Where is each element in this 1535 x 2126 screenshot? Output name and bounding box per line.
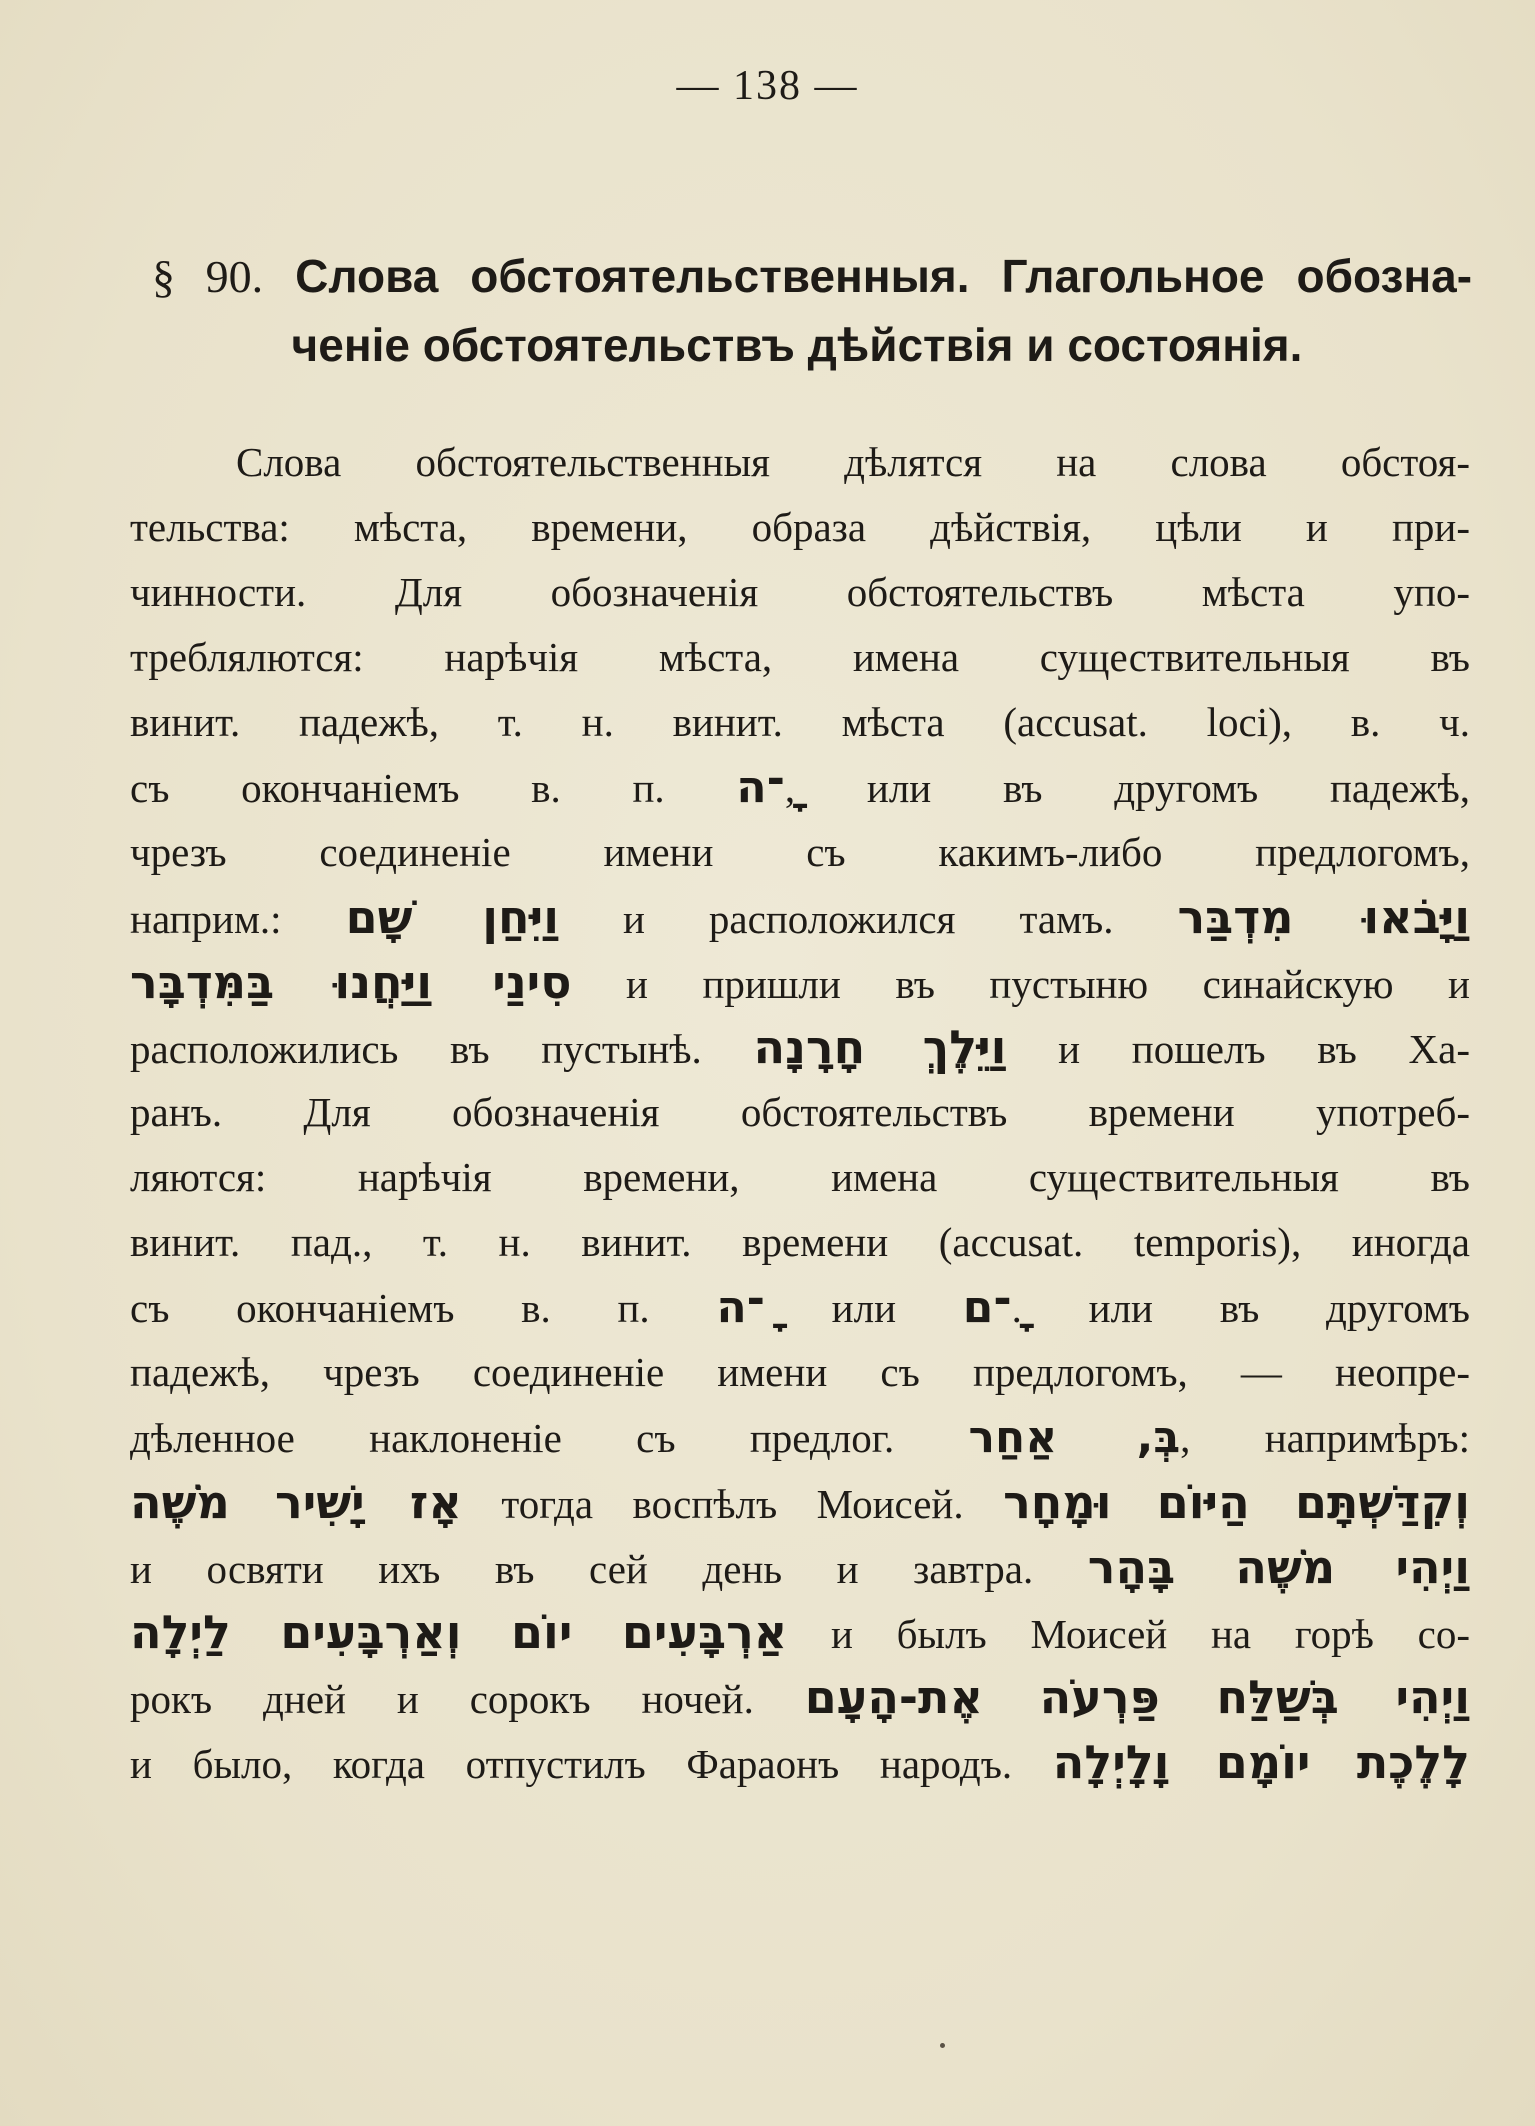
text-run: . или въ другомъ [1011,1285,1470,1331]
ink-speck [940,2043,945,2048]
text-line [130,560,1470,625]
text-line [130,950,1470,1015]
hebrew-text: ָ־ה [736,762,785,813]
text-run: и былъ Моисей на горѣ со- [787,1611,1470,1657]
text-run: съ окончаніемъ в. п. [130,765,737,811]
text-line [130,1405,1470,1470]
text-line [130,1600,1470,1665]
text-line [130,625,1470,690]
text-line [130,1535,1470,1600]
text-line [130,885,1470,950]
text-run: наприм.: [130,896,346,942]
text-run: , напримѣръ: [1180,1415,1470,1461]
hebrew-text: ָ־ה [716,1282,765,1333]
text-run: Слова обстоятельственныя дѣлятся на слова обстоя- [236,439,1470,485]
text-line [130,1210,1470,1275]
hebrew-text: אַרְבָּעִים יוֹם וְאַרְבָּעִים לַיְלָה [130,1605,788,1659]
page-number: — 138 — [676,63,859,109]
text-run: винит. падежѣ, т. н. винит. мѣста (accusat. loci), в. ч. [130,699,1470,745]
hebrew-text: לָלֶכֶת יוֹמָם וָלָיְלָה [1052,1735,1470,1789]
text-run: тельства: мѣста, времени, образа дѣйствія, цѣли и при- [130,504,1470,550]
text-line [130,1665,1470,1730]
text-run: треблялются: нарѣчія мѣста, имена существительныя въ [130,634,1470,680]
section-number: § 90. [152,251,264,302]
text-line [130,1275,1470,1340]
section-heading [152,242,1472,379]
text-run: и пришли въ пустыню синайскую и [571,961,1470,1007]
text-run: и освяти ихъ въ сей день и завтра. [130,1546,1088,1592]
hebrew-text: וַיִּחַן שָׁם [345,890,559,944]
hebrew-text: ָ־ם [962,1282,1012,1333]
text-run: ранъ. Для обозначенія обстоятельствъ времени употреб- [130,1089,1470,1135]
heading-line-1 [152,242,1472,311]
text-line [130,1730,1470,1795]
text-run: и пошелъ въ Ха- [1006,1026,1470,1072]
text-line [130,1340,1470,1405]
text-run: или [764,1285,963,1331]
hebrew-text: וַיְהִי בְּשַׁלַּח פַּרְעֹה אֶת-הָעָם [804,1670,1470,1724]
text-line [130,1015,1470,1080]
text-run: чинности. Для обозначенія обстоятельствъ мѣста упо- [130,569,1470,615]
text-line [130,495,1470,560]
text-run: , или въ другомъ падежѣ, [784,765,1470,811]
hebrew-text: וַיָּבֹאוּ מִדְבַּר [1177,890,1470,944]
text-run: и было, когда отпустилъ Фараонъ народъ. [130,1741,1053,1787]
hebrew-text: אָז יָשִׁיר מֹשֶׁה [130,1475,462,1529]
text-line [130,820,1470,885]
heading-line-2: ченіе обстоятельствъ дѣйствія и состоянія. [291,319,1303,371]
text-line [130,1145,1470,1210]
text-run: дѣленное наклоненіе съ предлог. [130,1415,969,1461]
text-line [130,430,1470,495]
hebrew-text: סִינַי וַיַּחֲנוּ בַּמִּדְבָּר [130,955,572,1009]
heading-text-1: Слова обстоятельственныя. Глагольное обозна- [295,250,1473,302]
text-run: винит. пад., т. н. винит. времени (accusat. temporis), иногда [130,1219,1470,1265]
text-line [130,755,1470,820]
text-run: ляются: нарѣчія времени, имена существительныя въ [130,1154,1470,1200]
text-line [130,1470,1470,1535]
hebrew-text: וַיֵּלֶךְ חָרָנָה [753,1020,1007,1074]
text-run: расположились въ пустынѣ. [130,1026,754,1072]
text-run: падежѣ, чрезъ соединеніе имени съ предлогомъ, — неопре- [130,1349,1470,1395]
body-paragraph [130,430,1470,1795]
text-line [130,690,1470,755]
text-run: рокъ дней и сорокъ ночей. [130,1676,805,1722]
text-line [130,1080,1470,1145]
text-run: съ окончаніемъ в. п. [130,1285,717,1331]
hebrew-text: וְקִדַּשְׁתָּם הַיּוֹם וּמָחָר [1003,1475,1470,1529]
text-run: и расположился тамъ. [558,896,1178,942]
text-run: чрезъ соединеніе имени съ какимъ-либо предлогомъ, [130,829,1470,875]
hebrew-text: בְּ, אַחַר [968,1412,1181,1463]
hebrew-text: וַיְהִי מֹשֶׁה בָּהָר [1087,1540,1470,1594]
text-run: тогда воспѣлъ Моисей. [461,1481,1004,1527]
